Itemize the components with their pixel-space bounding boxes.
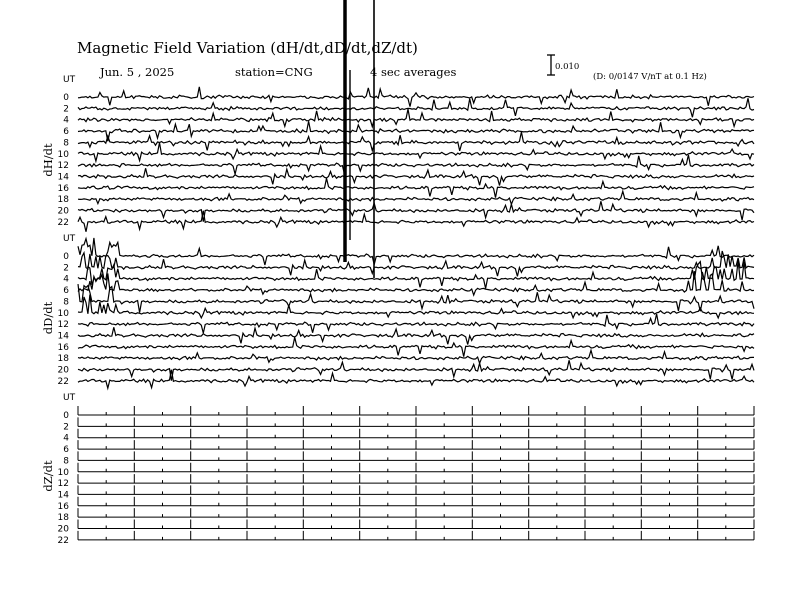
calibration-note: (D: 0/0147 V/nT at 0.1 Hz) (593, 72, 707, 82)
row-label-14: 14 (57, 490, 69, 501)
row-label-10: 10 (57, 149, 69, 160)
trace-row-16 (78, 497, 754, 506)
row-label-10: 10 (57, 467, 69, 478)
row-label-10: 10 (57, 308, 69, 319)
scale-bar-icon (547, 55, 555, 75)
row-label-8: 8 (63, 138, 69, 149)
chart-title: Magnetic Field Variation (dH/dt,dD/dt,dZ/dt) (77, 39, 418, 57)
trace-row-10 (78, 463, 754, 472)
trace-row-6 (78, 121, 754, 141)
row-label-20: 20 (57, 524, 69, 535)
trace-row-2 (78, 98, 754, 117)
row-label-12: 12 (57, 479, 69, 490)
trace-row-6 (78, 440, 754, 449)
row-label-22: 22 (57, 376, 69, 387)
row-label-18: 18 (57, 354, 69, 365)
trace-row-10 (78, 143, 754, 162)
row-label-6: 6 (63, 127, 69, 138)
ylabel-dh: dH/dt (41, 143, 55, 177)
trace-row-14 (78, 485, 754, 494)
ylabel-dd: dD/dt (41, 301, 55, 335)
row-label-2: 2 (63, 104, 69, 115)
trace-row-8 (78, 132, 754, 151)
trace-row-18 (78, 191, 754, 204)
trace-row-18 (78, 508, 754, 517)
row-label-14: 14 (57, 331, 69, 342)
trace-row-2 (78, 417, 754, 426)
trace-row-20 (78, 520, 754, 529)
trace-row-12 (78, 474, 754, 483)
row-label-2: 2 (63, 422, 69, 433)
row-label-16: 16 (57, 501, 69, 512)
row-label-8: 8 (63, 456, 69, 467)
trace-row-4 (78, 429, 754, 438)
row-label-6: 6 (63, 286, 69, 297)
trace-row-22 (78, 370, 754, 389)
panel-dh-dt (41, 75, 754, 232)
ylabel-dz: dZ/dt (41, 460, 55, 492)
ut-label-dz: UT (63, 393, 76, 403)
trace-row-20 (78, 360, 754, 380)
row-label-0: 0 (63, 252, 69, 262)
row-label-16: 16 (57, 183, 69, 194)
row-label-20: 20 (57, 365, 69, 376)
row-label-4: 4 (63, 115, 69, 126)
panel-dz-dt (41, 393, 754, 546)
panel-dd-dt (41, 234, 754, 388)
row-label-12: 12 (57, 161, 69, 172)
row-label-18: 18 (57, 195, 69, 206)
row-label-8: 8 (63, 297, 69, 308)
date-label: Jun. 5 , 2025 (100, 65, 175, 79)
trace-row-22 (78, 531, 754, 540)
trace-row-22 (78, 211, 754, 232)
scale-value: 0.010 (555, 62, 580, 72)
station-label: station=CNG (235, 65, 313, 79)
row-label-16: 16 (57, 342, 69, 353)
row-label-6: 6 (63, 445, 69, 456)
row-label-0: 0 (63, 93, 69, 103)
trace-row-0 (78, 87, 754, 107)
trace-row-12 (78, 314, 754, 333)
trace-row-10 (78, 295, 754, 318)
trace-row-0 (78, 406, 754, 415)
trace-row-14 (78, 168, 754, 185)
row-label-4: 4 (63, 433, 69, 444)
trace-row-4 (78, 109, 754, 127)
row-label-22: 22 (57, 217, 69, 228)
trace-row-0 (78, 238, 754, 265)
averaging-label: 4 sec averages (370, 65, 457, 79)
row-label-14: 14 (57, 172, 69, 183)
row-label-12: 12 (57, 320, 69, 331)
trace-row-16 (78, 337, 754, 356)
trace-row-4 (78, 261, 754, 289)
trace-row-16 (78, 178, 754, 197)
row-label-18: 18 (57, 513, 69, 524)
row-label-22: 22 (57, 535, 69, 546)
ut-label-dd: UT (63, 234, 76, 244)
row-label-4: 4 (63, 274, 69, 285)
row-label-0: 0 (63, 411, 69, 421)
trace-row-18 (78, 350, 754, 363)
trace-row-8 (78, 451, 754, 460)
trace-row-6 (78, 271, 754, 295)
row-label-2: 2 (63, 263, 69, 274)
row-label-20: 20 (57, 206, 69, 217)
trace-row-20 (78, 201, 754, 221)
ut-label-dh: UT (63, 75, 76, 85)
trace-row-12 (78, 155, 754, 174)
trace-row-14 (78, 327, 754, 344)
